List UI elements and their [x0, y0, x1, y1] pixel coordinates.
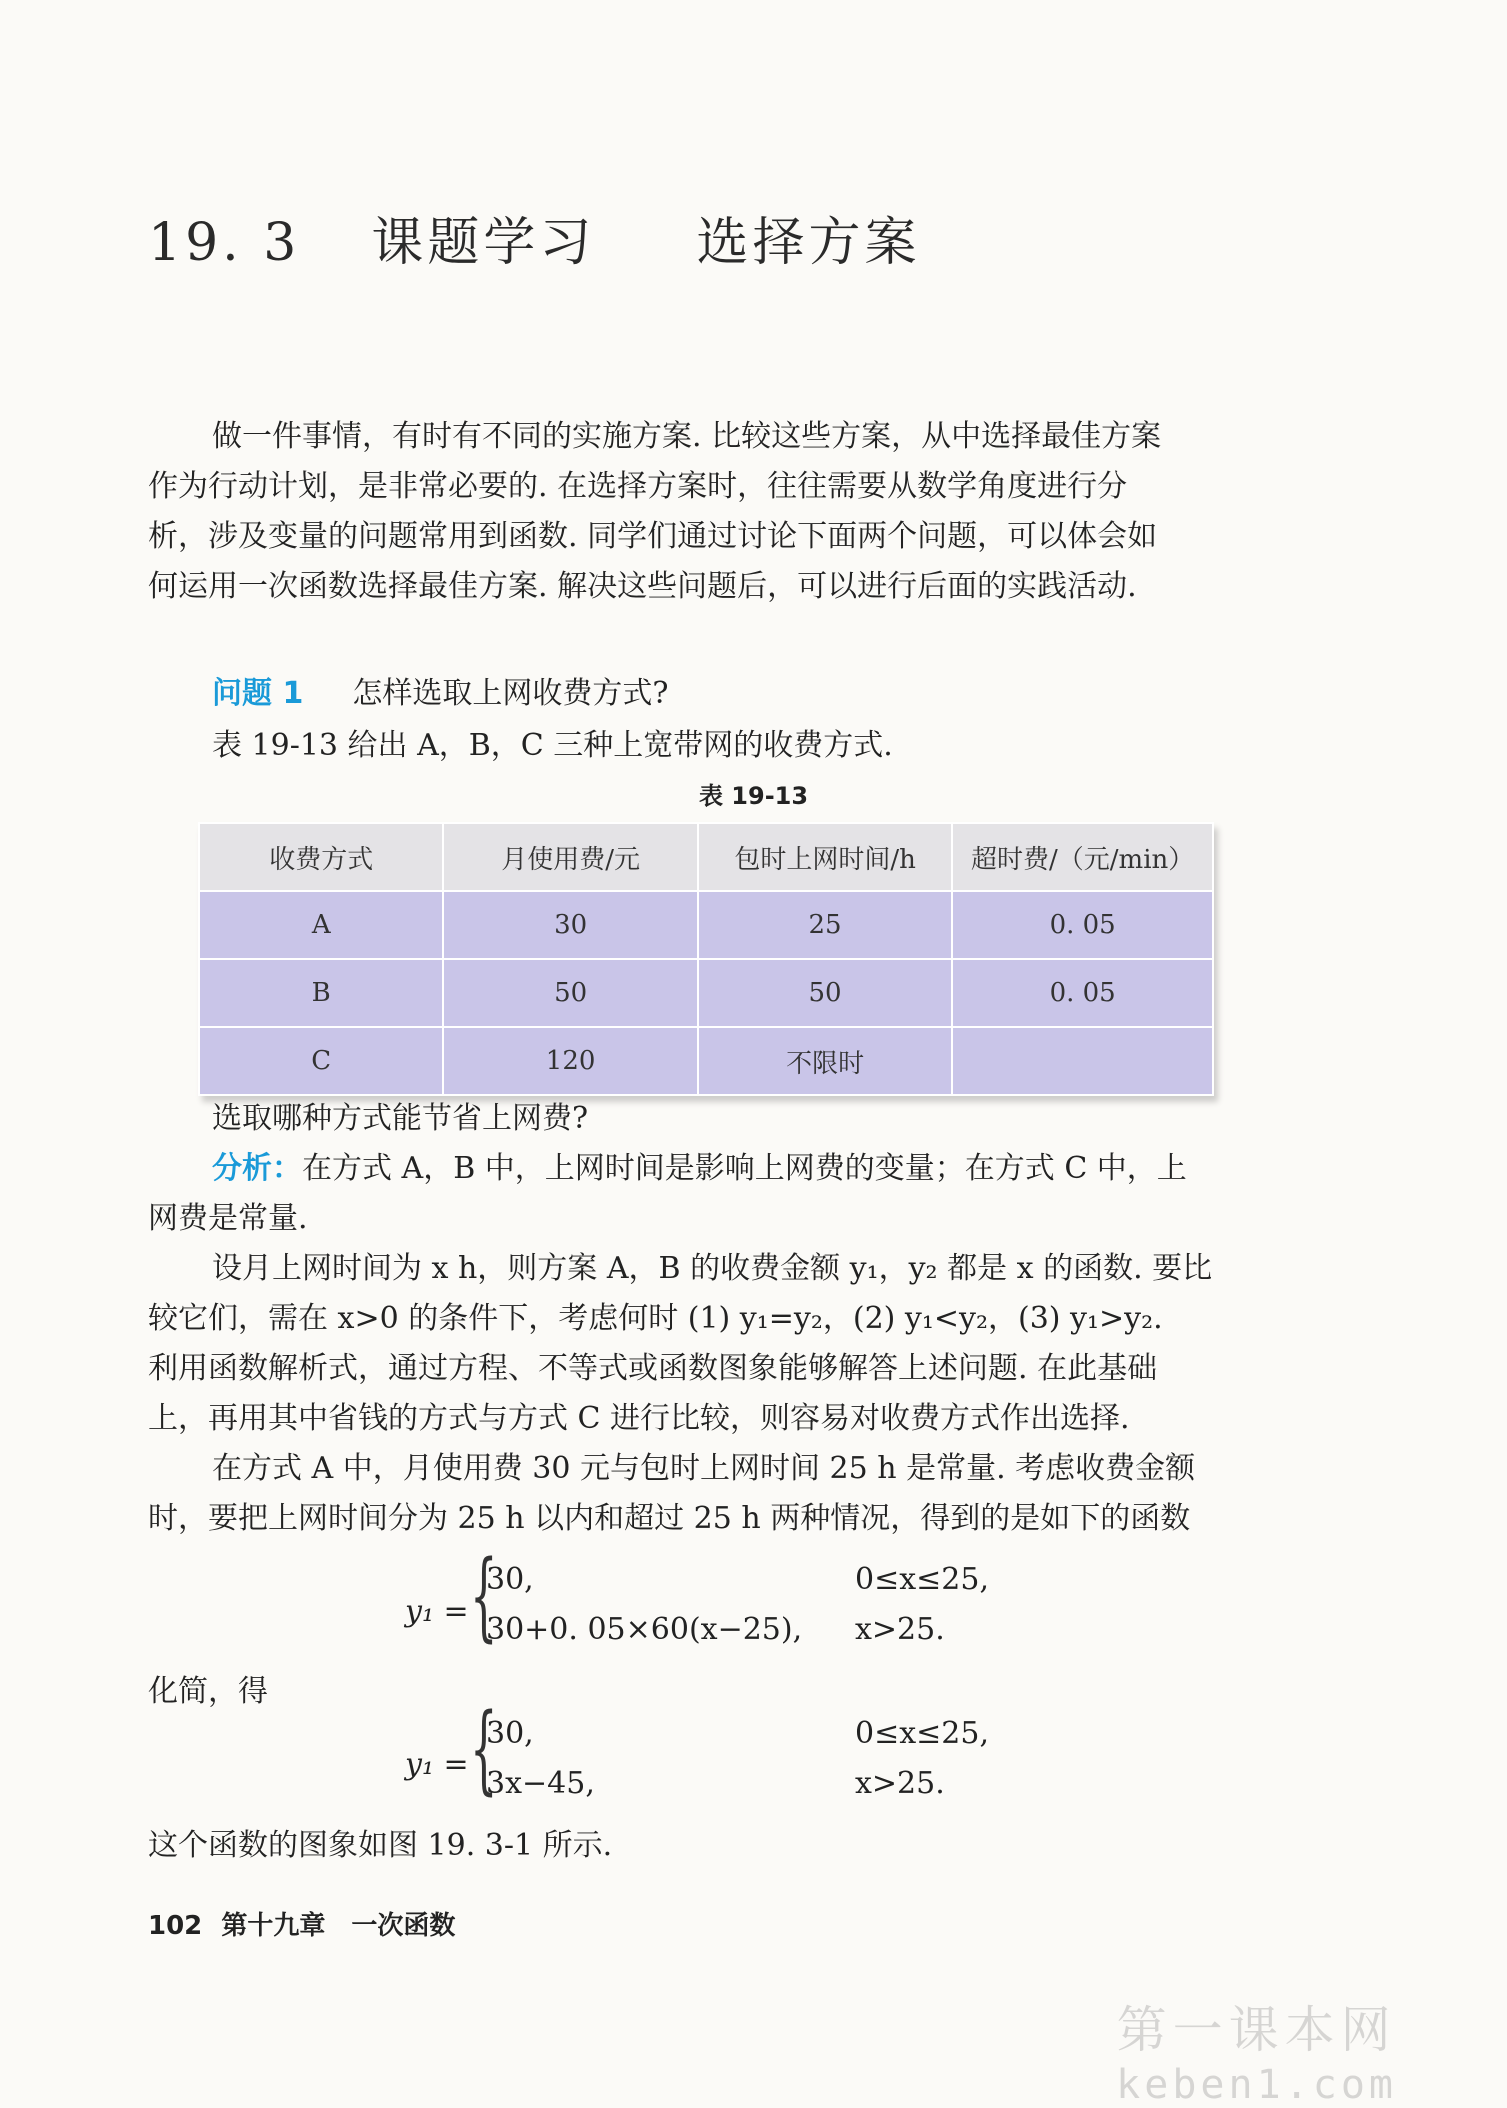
brace-icon: {	[470, 1540, 498, 1652]
table-cell: 25	[698, 891, 952, 959]
formula-lhs: y₁ =	[405, 1747, 469, 1782]
table-cell: C	[199, 1027, 443, 1095]
table-intro: 表 19-13 给出 A，B，C 三种上宽带网的收费方式.	[212, 728, 893, 763]
table-header-cell: 包时上网时间/h	[698, 823, 952, 891]
paragraph-line: 上，再用其中省钱的方式与方式 C 进行比较，则容易对收费方式作出选择.	[148, 1401, 1130, 1436]
table-header-row	[199, 823, 1213, 891]
table-header-cell: 收费方式	[199, 823, 443, 891]
title-part1: 课题学习	[371, 213, 596, 273]
table-cell: B	[199, 959, 443, 1027]
formula-case: 3x−45,	[486, 1766, 595, 1801]
analysis-text: 在方式 A，B 中，上网时间是影响上网费的变量；在方式 C 中，上	[302, 1151, 1187, 1186]
fee-table	[198, 822, 1214, 1096]
formula-lhs: y₁ =	[405, 1594, 469, 1629]
paragraph-line: 利用函数解析式，通过方程、不等式或函数图象能够解答上述问题. 在此基础	[148, 1351, 1158, 1386]
problem-label: 问题 1	[212, 676, 304, 711]
brace-icon: {	[470, 1693, 498, 1805]
watermark-line: keben1.com	[1116, 2062, 1397, 2108]
question-line: 选取哪种方式能节省上网费?	[212, 1101, 589, 1136]
table-row	[199, 1027, 1213, 1095]
section-number: 19. 3	[148, 213, 301, 273]
table-cell: 120	[443, 1027, 697, 1095]
table-cell	[952, 1027, 1213, 1095]
table-row	[199, 959, 1213, 1027]
formula-condition: 0≤x≤25,	[855, 1562, 989, 1597]
table-cell: A	[199, 891, 443, 959]
intro-line: 做一件事情，有时有不同的实施方案. 比较这些方案，从中选择最佳方案	[212, 419, 1162, 454]
analysis-label: 分析：	[212, 1151, 302, 1186]
page-footer	[148, 1905, 455, 1942]
table-caption: 表 19-13	[698, 782, 809, 810]
page-number: 102	[148, 1911, 203, 1941]
intro-paragraph	[148, 412, 1278, 612]
intro-line: 作为行动计划，是非常必要的. 在选择方案时，往往需要从数学角度进行分	[148, 469, 1128, 504]
formula-case: 30,	[486, 1716, 534, 1751]
watermark-line: 第一课本网	[1116, 2001, 1397, 2059]
table-cell: 不限时	[698, 1027, 952, 1095]
formula-condition: 0≤x≤25,	[855, 1716, 989, 1751]
problem-text: 怎样选取上网收费方式?	[352, 676, 669, 711]
paragraph-line: 在方式 A 中，月使用费 30 元与包时上网时间 25 h 是常量. 考虑收费金额	[212, 1451, 1196, 1486]
table-header-cell: 超时费/（元/min）	[952, 823, 1213, 891]
analysis-line	[148, 1144, 1278, 1194]
table-row	[199, 891, 1213, 959]
table-cell: 0. 05	[952, 891, 1213, 959]
paragraph-line: 时，要把上网时间分为 25 h 以内和超过 25 h 两种情况，得到的是如下的函数	[148, 1501, 1191, 1536]
problem-1-heading	[212, 668, 669, 712]
table-cell: 30	[443, 891, 697, 959]
paragraph-line: 较它们，需在 x>0 的条件下，考虑何时 (1) y₁=y₂，(2) y₁<y₂，(3) y₁>y₂.	[148, 1301, 1163, 1336]
page-title	[148, 200, 920, 275]
intro-line: 何运用一次函数选择最佳方案. 解决这些问题后，可以进行后面的实践活动.	[148, 569, 1137, 604]
chapter-label: 第十九章 一次函数	[221, 1911, 456, 1941]
formula-case: 30,	[486, 1562, 534, 1597]
paragraph-line: 设月上网时间为 x h，则方案 A，B 的收费金额 y₁，y₂ 都是 x 的函数. 要比	[212, 1251, 1213, 1286]
table-header-cell: 月使用费/元	[443, 823, 697, 891]
formula-case: 30+0. 05×60(x−25),	[486, 1612, 803, 1647]
formula-condition: x>25.	[855, 1766, 945, 1801]
closing-text: 这个函数的图象如图 19. 3-1 所示.	[148, 1828, 613, 1863]
table-cell: 0. 05	[952, 959, 1213, 1027]
watermark	[1116, 1990, 1397, 2108]
formula-condition: x>25.	[855, 1612, 945, 1647]
analysis-line: 网费是常量.	[148, 1201, 308, 1236]
analysis-section	[148, 1094, 1278, 1544]
table-cell: 50	[443, 959, 697, 1027]
table-cell: 50	[698, 959, 952, 1027]
intro-line: 析，涉及变量的问题常用到函数. 同学们通过讨论下面两个问题，可以体会如	[148, 519, 1158, 554]
title-part2: 选择方案	[696, 213, 921, 273]
simplify-text: 化简，得	[148, 1674, 268, 1709]
